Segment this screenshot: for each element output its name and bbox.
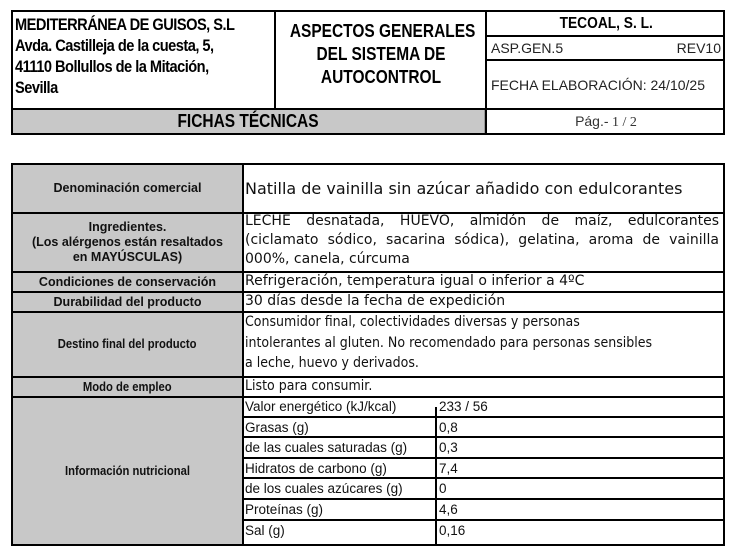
nutrient-name: Proteínas (g)	[245, 502, 324, 517]
divider	[244, 498, 723, 500]
value-modo-text: Listo para consumir.	[245, 378, 373, 394]
doc-code-row	[487, 36, 725, 60]
org-name	[487, 12, 725, 36]
page-number: 1 / 2	[612, 115, 637, 130]
nutrient-value: 7,4	[439, 460, 458, 476]
divider	[244, 436, 723, 438]
company-address-line: Sevilla	[15, 78, 58, 97]
company-address-line: 41110 Bollullos de la Mitación,	[15, 57, 209, 76]
label-durabilidad: Durabilidad del producto	[13, 293, 242, 311]
page-label: Pág.-	[575, 113, 609, 129]
nutrient-value: 4,6	[439, 502, 458, 517]
ingredient-line: (ciclamato sódico, sacarina sódica), gelatina, aroma de vainilla	[245, 232, 719, 248]
nutrient-value: 0,8	[439, 419, 458, 435]
document-title	[275, 20, 487, 89]
destino-line: intolerantes al gluten. No recomendado para personas sensibles	[245, 334, 653, 351]
label-line: en MAYÚSCULAS)	[72, 250, 183, 264]
label-modo-text: Modo de empleo	[83, 379, 172, 394]
section-title	[13, 110, 485, 133]
document-header	[11, 10, 725, 135]
divider	[244, 477, 723, 479]
revision: REV10	[676, 40, 721, 56]
value-modo	[244, 376, 723, 396]
title-line: AUTOCONTROL	[320, 67, 442, 87]
label-destino	[13, 313, 242, 376]
nutrient-name: Valor energético (kJ/kcal)	[245, 399, 397, 414]
title-line: ASPECTOS GENERALES	[289, 21, 476, 41]
title-line: DEL SISTEMA DE	[316, 44, 446, 64]
section-title-text: FICHAS TÉCNICAS	[177, 111, 320, 131]
divider	[435, 407, 437, 544]
divider	[244, 416, 723, 418]
nutrient-name: de los cuales azúcares (g)	[245, 481, 403, 497]
nutrient-value: 0,16	[439, 522, 466, 538]
company-name: MEDITERRÁNEA DE GUISOS, S.L	[15, 15, 235, 34]
label-modo	[13, 378, 242, 396]
ingredient-line: 000%, canela, cúrcuma	[245, 251, 410, 267]
doc-code: ASP.GEN.5	[491, 40, 564, 56]
destino-line: a leche, huevo y derivados.	[245, 355, 419, 371]
nutrient-value: 0,3	[439, 440, 458, 456]
label-destino-text: Destino final del producto	[58, 337, 197, 351]
value-conservacion: Refrigeración, temperatura igual o inferior a 4ºC	[245, 273, 585, 289]
fecha-elaboracion: FECHA ELABORACIÓN: 24/10/25	[491, 77, 705, 93]
destino-line: Consumidor final, colectividades diversas y personas	[245, 314, 580, 330]
nutrient-name: de las cuales saturadas (g)	[245, 440, 408, 456]
technical-sheet-table	[11, 163, 725, 546]
value-ingredientes	[244, 212, 723, 271]
company-address-line: Avda. Castilleja de la cuesta, 5,	[15, 36, 214, 55]
label-nutricional	[13, 398, 242, 544]
nutrient-value: 233 / 56	[439, 399, 488, 414]
divider	[244, 519, 723, 521]
ingredient-line: LECHE desnatada, HUEVO, almidón de maíz, edulcorantes	[245, 213, 719, 229]
nutrient-name: Sal (g)	[245, 522, 285, 538]
nutrient-name: Hidratos de carbono (g)	[245, 460, 387, 476]
label-line: (Los alérgenos están resaltados	[31, 235, 224, 249]
value-durabilidad: 30 días desde la fecha de expedición	[245, 293, 506, 309]
label-line: Ingredientes.	[88, 220, 167, 234]
nutrient-value: 0	[439, 481, 447, 497]
value-destino	[244, 312, 723, 376]
divider	[244, 457, 723, 459]
page-indicator	[487, 110, 725, 133]
label-conservacion: Condiciones de conservación	[13, 273, 242, 291]
company-info	[15, 14, 277, 98]
nutrient-name: Grasas (g)	[245, 419, 309, 435]
org-name-text: TECOAL, S. L.	[559, 15, 653, 32]
label-nutricional-text: Información nutricional	[64, 463, 191, 478]
value-denominacion: Natilla de vainilla sin azúcar añadido con edulcorantes	[245, 179, 683, 198]
label-denominacion: Denominación comercial	[13, 165, 242, 212]
label-ingredientes	[13, 214, 242, 271]
